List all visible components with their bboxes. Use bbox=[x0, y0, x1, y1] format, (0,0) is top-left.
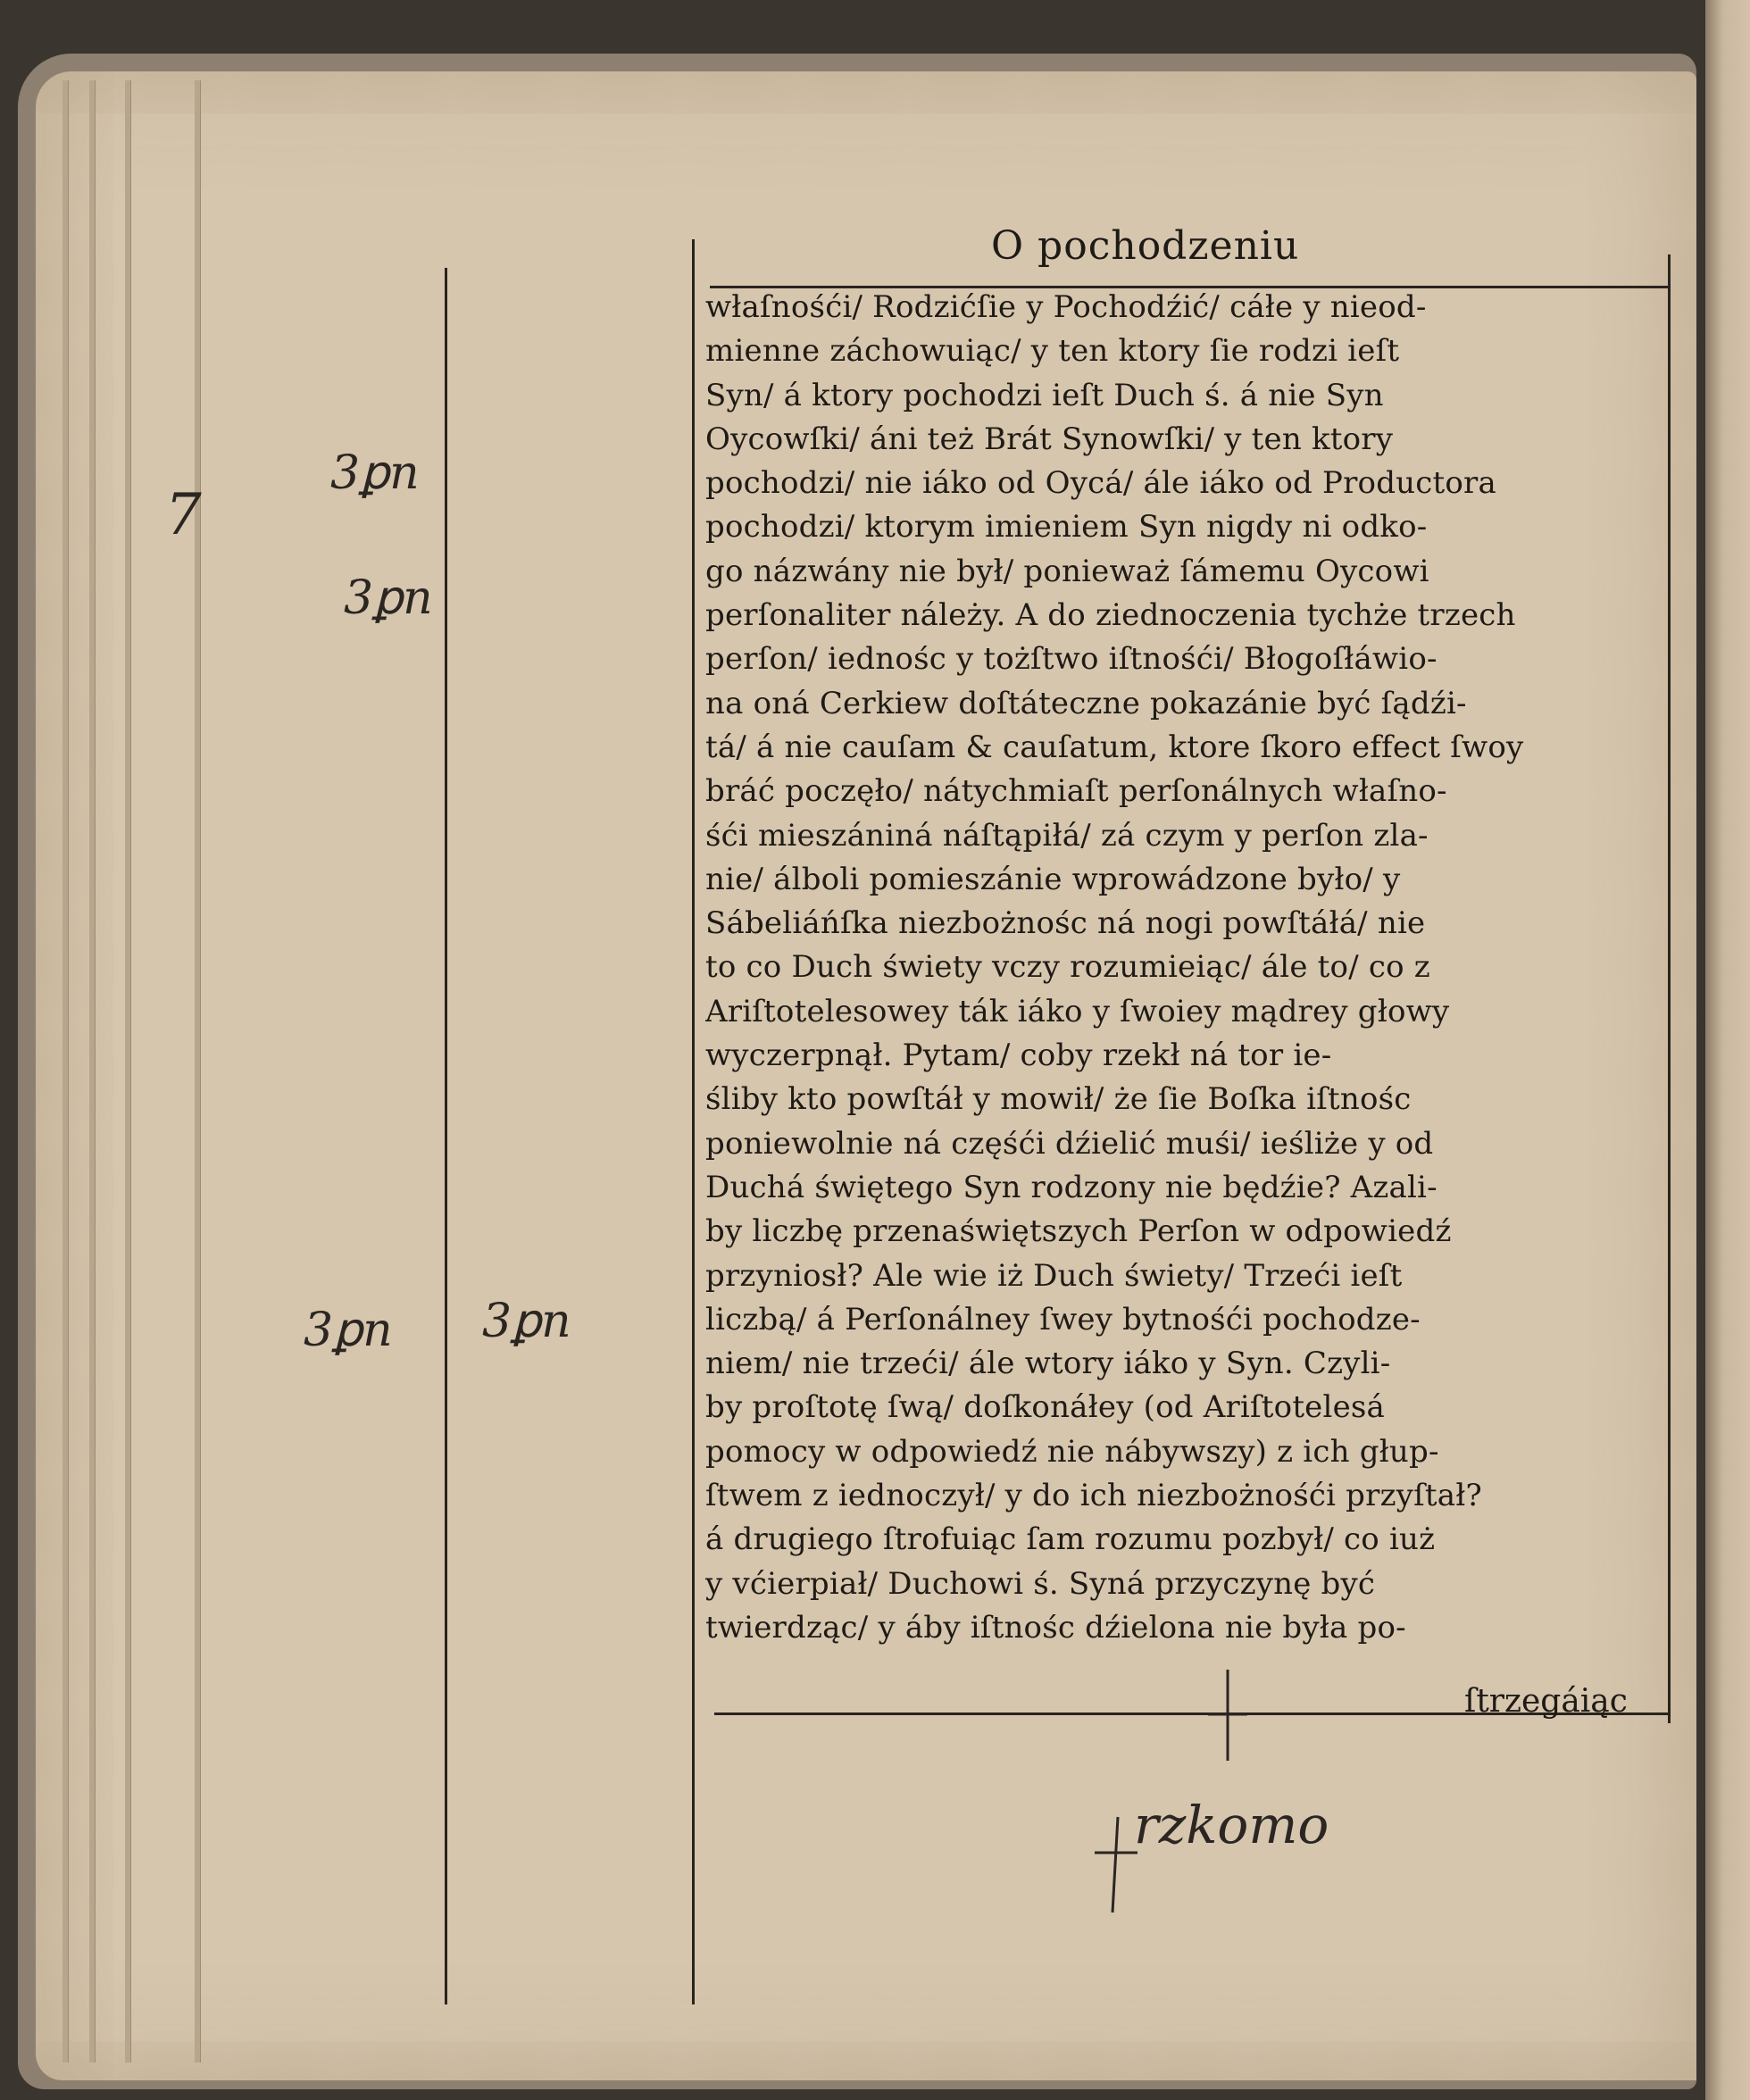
margin-mark: 7 bbox=[165, 482, 202, 548]
text-line: niem/ nie trzeći/ ále wtory iáko y Syn. Czyli- bbox=[705, 1346, 1391, 1382]
text-line: tá/ á nie cauſam & cauſatum, ktore ſkoro effect ſwoy bbox=[705, 729, 1524, 765]
margin-rule-left bbox=[445, 268, 447, 2004]
text-line: właſnośći/ Rodzićſie y Pochodźić/ cáłe y nieod- bbox=[705, 289, 1427, 325]
margin-note: 3ꝑn bbox=[344, 571, 433, 625]
page-edge bbox=[195, 80, 201, 2062]
page-edge bbox=[62, 80, 69, 2062]
text-line: Sábeliáńſka niezbożnośc ná nogi powſtáłá/ nie bbox=[705, 905, 1426, 942]
cross-mark-icon bbox=[1089, 1812, 1143, 1920]
margin-note: 3ꝑn bbox=[304, 1304, 393, 1357]
facing-page-edge bbox=[1705, 0, 1750, 2100]
text-line: perſonaliter náleży. A do ziednoczenia tychże trzech bbox=[705, 597, 1516, 634]
body-text bbox=[705, 286, 1670, 1650]
text-line: Oycowſki/ áni też Brát Synowſki/ y ten ktory bbox=[705, 421, 1394, 457]
text-line: bráć poczęło/ nátychmiaſt perſonálnych właſno- bbox=[705, 773, 1447, 810]
text-line: śliby kto powſtáł y mowił/ że ſie Boſka iſtnośc bbox=[705, 1081, 1412, 1118]
page-edge bbox=[125, 80, 131, 2062]
text-line: perſon/ iednośc y tożſtwo iſtnośći/ Błogoſłáwio- bbox=[705, 641, 1438, 678]
text-line: pomocy w odpowiedź nie nábywszy) z ich głup- bbox=[705, 1433, 1439, 1470]
text-line: pochodzi/ nie iáko od Oycá/ ále iáko od Productora bbox=[705, 465, 1496, 502]
text-line: Duchá świętego Syn rodzony nie będźie? Azali- bbox=[705, 1169, 1438, 1205]
text-line: Syn/ á ktory pochodzi ieſt Duch ś. á nie Syn bbox=[705, 377, 1384, 413]
text-line: á drugiego ſtrofuiąc ſam rozumu pozbył/ co iuż bbox=[705, 1521, 1436, 1558]
text-line: nie/ álboli pomieszánie wprowádzone było/ y bbox=[705, 861, 1401, 897]
text-line: y vćierpiał/ Duchowi ś. Syná przyczynę być bbox=[705, 1565, 1376, 1602]
catchword: ſtrzegáiąc bbox=[1464, 1683, 1628, 1720]
text-line: by proſtotę ſwą/ doſkonáłey (od Ariſtotelesá bbox=[705, 1389, 1386, 1426]
text-line: wyczerpnął. Pytam/ coby rzekł ná tor ie- bbox=[705, 1038, 1332, 1074]
text-line: pochodzi/ ktorym imieniem Syn nigdy ni odko- bbox=[705, 509, 1428, 546]
text-line: na oná Cerkiew doſtáteczne pokazánie być ſądźi- bbox=[705, 685, 1467, 721]
cross-mark-icon bbox=[1201, 1661, 1254, 1768]
text-line: przyniosł? Ale wie iż Duch świety/ Trzeći ieſt bbox=[705, 1257, 1403, 1294]
margin-rule-inner bbox=[692, 239, 695, 2004]
text-line: liczbą/ á Perſonálney ſwey bytnośći pochodze- bbox=[705, 1301, 1421, 1338]
text-line: śći mieszániná náſtąpiłá/ zá czym y perſon zla- bbox=[705, 817, 1429, 854]
text-line: go názwány nie był/ ponieważ ſámemu Oycowi bbox=[705, 553, 1429, 589]
text-line: mienne záchowuiąc/ y ten ktory ſie rodzi ieſt bbox=[705, 333, 1400, 370]
running-head: O pochodzeniu bbox=[991, 223, 1300, 269]
text-line: to co Duch świety vczy rozumieiąc/ ále to/ co z bbox=[705, 949, 1430, 986]
text-line: by liczbę przenaświętszych Perſon w odpowiedź bbox=[705, 1213, 1452, 1250]
text-line: poniewolnie ná częśći dźielić muśi/ ieśliże y od bbox=[705, 1125, 1434, 1162]
text-line: Ariſtotelesowey ták iáko y ſwoiey mądrey głowy bbox=[705, 993, 1450, 1029]
text-line: ſtwem z iednoczył/ y do ich niezbożnośći przyſtał? bbox=[705, 1478, 1482, 1514]
margin-note: 3ꝑn bbox=[330, 446, 420, 500]
handwritten-note: rzkomo bbox=[1134, 1795, 1329, 1855]
page-edge bbox=[89, 80, 96, 2062]
text-line: twierdząc/ y áby iſtnośc dźielona nie była po- bbox=[705, 1609, 1406, 1646]
margin-note: 3ꝑn bbox=[482, 1295, 571, 1348]
